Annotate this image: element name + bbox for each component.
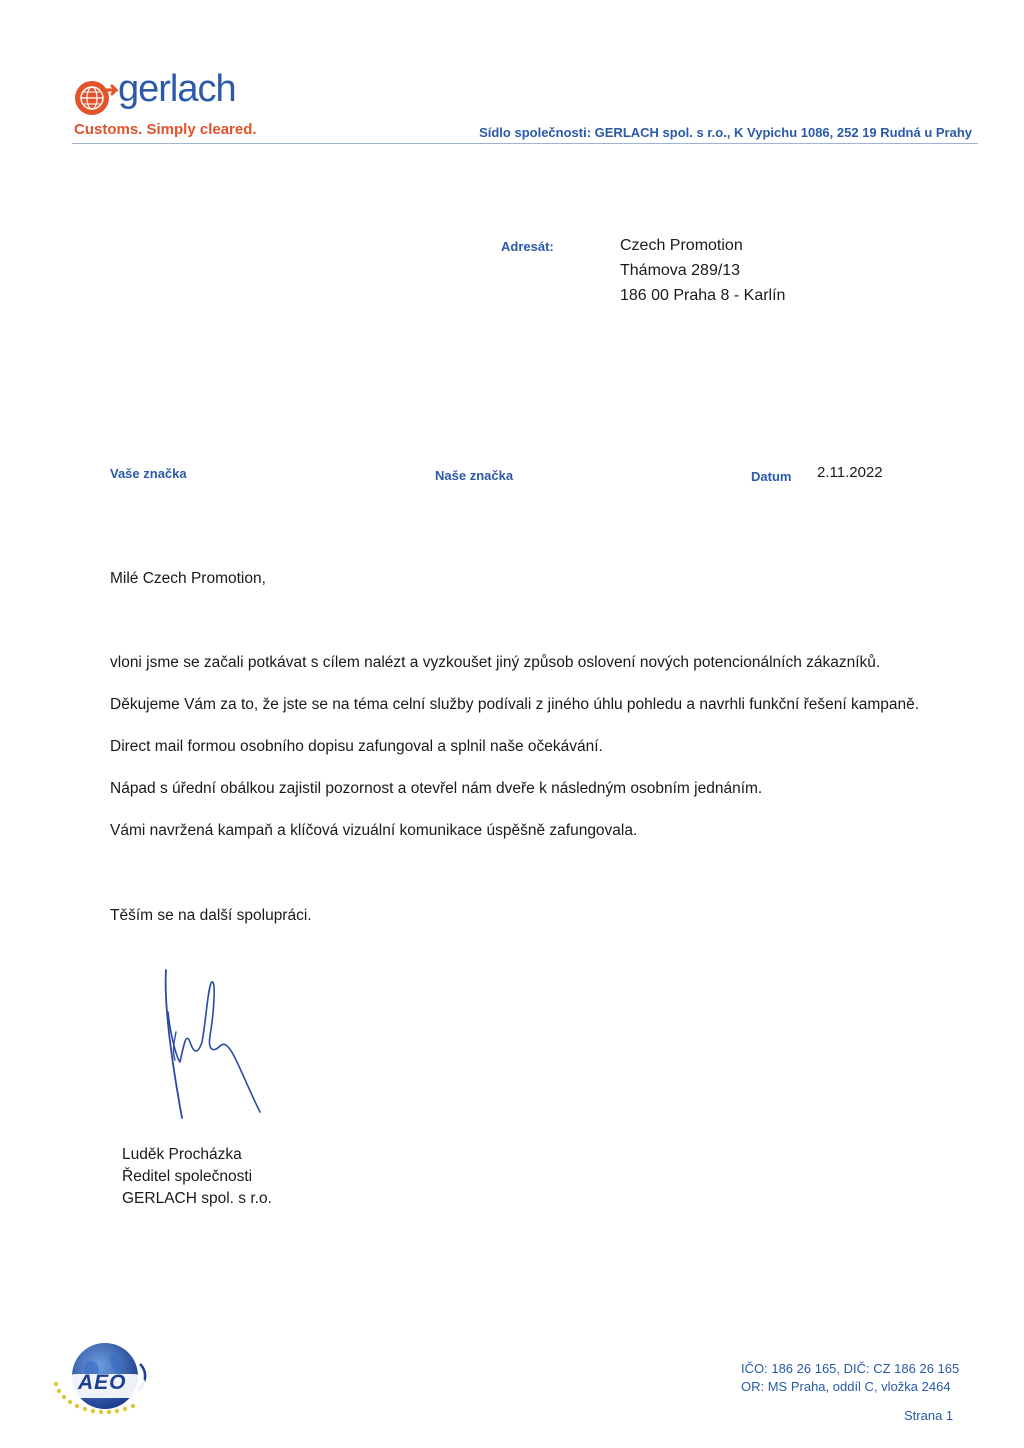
globe-arrow-icon xyxy=(72,76,118,122)
date-label: Datum xyxy=(751,469,792,484)
body-paragraph: Vámi navržená kampaň a klíčová vizuální komunikace úspěšně zafungovala. xyxy=(110,822,638,839)
body-paragraph: Nápad s úřední obálkou zajistil pozornost a otevřel nám dveře k následným osobním jednáním. xyxy=(110,780,763,797)
addressee-line: 186 00 Praha 8 - Karlín xyxy=(620,287,786,304)
body-paragraph: vloni jsme se začali potkávat s cílem nalézt a vyzkoušet jiný způsob oslovení nových potencionálních zákazníků. xyxy=(110,654,881,671)
signatory-company: GERLACH spol. s r.o. xyxy=(122,1190,272,1207)
header-divider xyxy=(72,143,978,144)
gerlach-logo xyxy=(72,68,272,118)
our-reference-label: Naše značka xyxy=(435,468,514,483)
addressee-line: Czech Promotion xyxy=(620,237,743,254)
signatory-title: Ředitel společnosti xyxy=(122,1168,253,1185)
handwritten-signature xyxy=(150,962,270,1127)
page-number: Strana 1 xyxy=(904,1408,954,1423)
body-paragraph: Děkujeme Vám za to, že jste se na téma celní služby podívali z jiného úhlu pohledu a navrhli funkční řešení kampaně. xyxy=(110,696,920,713)
addressee-line: Thámova 289/13 xyxy=(620,262,741,279)
date-value: 2.11.2022 xyxy=(817,464,883,481)
addressee-label: Adresát: xyxy=(501,239,554,254)
commercial-register: OR: MS Praha, oddíl C, vložka 2464 xyxy=(741,1379,951,1394)
signatory-name: Luděk Procházka xyxy=(122,1146,242,1163)
company-seat: Sídlo společnosti: GERLACH spol. s r.o., K Vypichu 1086, 252 19 Rudná u Prahy xyxy=(479,125,972,140)
tagline: Customs. Simply cleared. xyxy=(74,121,257,138)
salutation: Milé Czech Promotion, xyxy=(110,570,266,587)
body-paragraph: Direct mail formou osobního dopisu zafungoval a splnil naše očekávání. xyxy=(110,738,603,755)
your-reference-label: Vaše značka xyxy=(110,466,187,481)
logo-wordmark: gerlach xyxy=(118,68,236,110)
aeo-text: AEO xyxy=(78,1371,127,1394)
aeo-logo xyxy=(50,1340,160,1418)
company-ids: IČO: 186 26 165, DIČ: CZ 186 26 165 xyxy=(741,1361,960,1376)
closing-line: Těším se na další spolupráci. xyxy=(110,907,312,924)
